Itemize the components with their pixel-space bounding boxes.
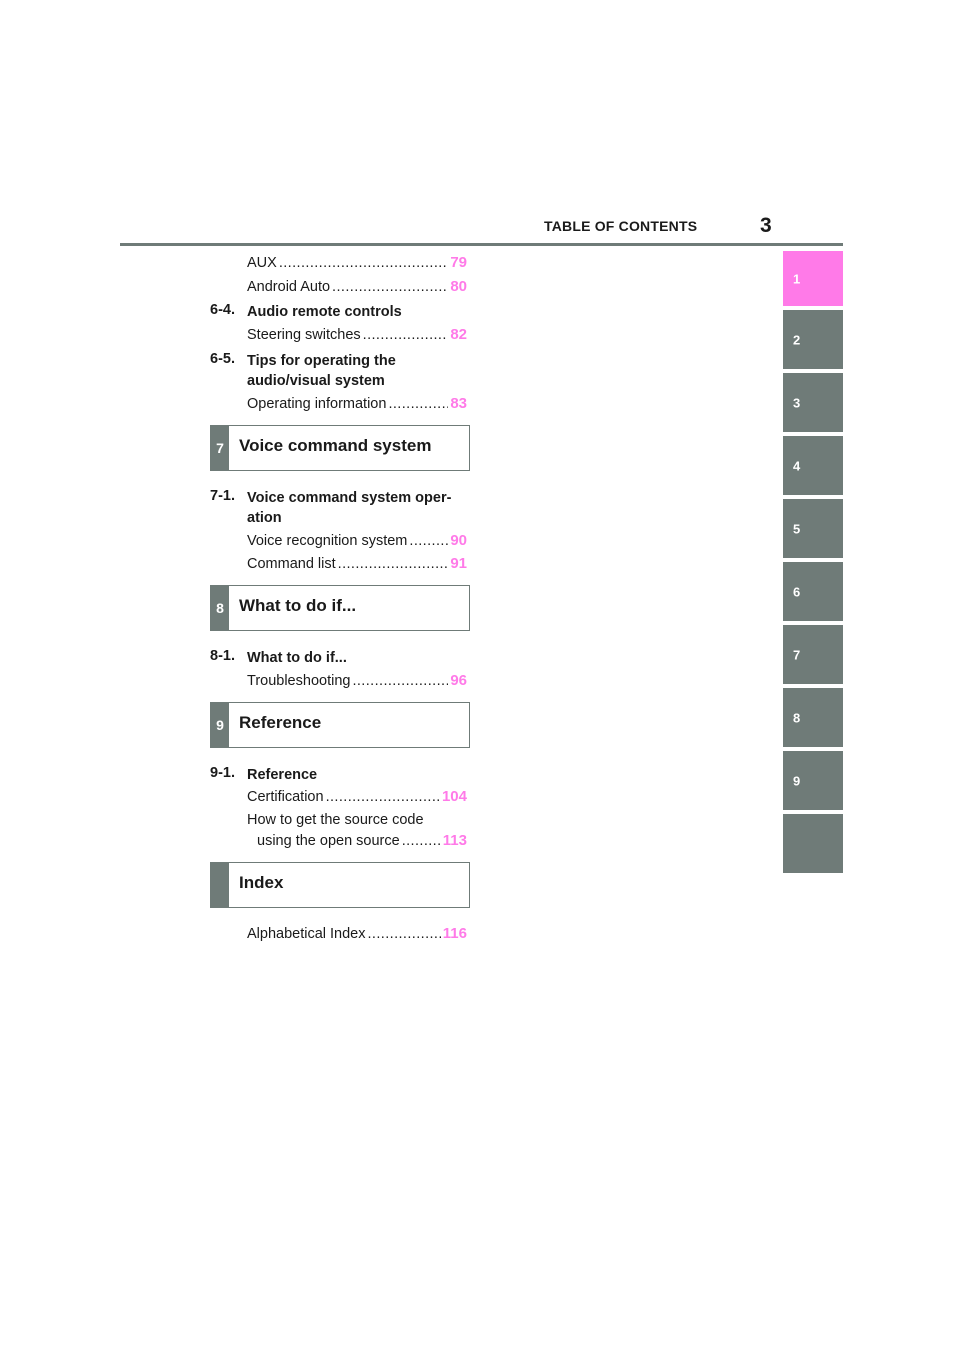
toc-entry-aux[interactable]: AUX ..... 79 xyxy=(247,254,467,271)
index-header[interactable]: Index xyxy=(210,862,470,908)
page-number: 3 xyxy=(760,214,772,237)
toc-entry-operating-information[interactable]: Operating information ..... 83 xyxy=(247,395,467,412)
side-tab-7[interactable]: 7 xyxy=(783,625,843,684)
chapter-8-header[interactable]: 8 What to do if... xyxy=(210,585,470,631)
page-link[interactable]: 90 xyxy=(450,532,467,549)
toc-entry-steering-switches[interactable]: Steering switches ..... 82 xyxy=(247,326,467,343)
toc-entry-certification[interactable]: Certification ..... 104 xyxy=(247,788,467,805)
page-link[interactable]: 113 xyxy=(442,832,467,849)
side-tab-6[interactable]: 6 xyxy=(783,562,843,621)
toc-entry-alphabetical-index[interactable]: Alphabetical Index ..... 116 xyxy=(247,925,467,942)
side-tab-8[interactable]: 8 xyxy=(783,688,843,747)
chapter-9-header[interactable]: 9 Reference xyxy=(210,702,470,748)
page-link[interactable]: 82 xyxy=(450,326,467,343)
side-tab-5[interactable]: 5 xyxy=(783,499,843,558)
toc-entry-troubleshooting[interactable]: Troubleshooting ..... 96 xyxy=(247,672,467,689)
toc-entry-command-list[interactable]: Command list ..... 91 xyxy=(247,555,467,572)
page-link[interactable]: 83 xyxy=(450,395,467,412)
toc-entry-android-auto[interactable]: Android Auto ..... 80 xyxy=(247,278,467,295)
side-tab-2[interactable]: 2 xyxy=(783,310,843,369)
side-tab-3[interactable]: 3 xyxy=(783,373,843,432)
header-rule xyxy=(120,243,843,246)
toc-entry-source-code-line1: How to get the source code xyxy=(247,812,424,828)
page-link[interactable]: 80 xyxy=(450,278,467,295)
side-tab-9[interactable]: 9 xyxy=(783,751,843,810)
page-link[interactable]: 116 xyxy=(442,925,467,942)
toc-entry-source-code[interactable]: using the open source ..... 113 xyxy=(257,832,467,849)
page-link[interactable]: 91 xyxy=(450,555,467,572)
page-header-title: TABLE OF CONTENTS xyxy=(544,218,698,234)
page-link[interactable]: 96 xyxy=(450,672,467,689)
side-tab-index[interactable] xyxy=(783,814,843,873)
toc-entry-voice-recognition[interactable]: Voice recognition system ..... 90 xyxy=(247,532,467,549)
page-link[interactable]: 104 xyxy=(441,788,467,805)
side-tab-1[interactable]: 1 xyxy=(783,251,843,306)
page-link[interactable]: 79 xyxy=(450,254,467,271)
chapter-7-header[interactable]: 7 Voice command system xyxy=(210,425,470,471)
side-tab-4[interactable]: 4 xyxy=(783,436,843,495)
